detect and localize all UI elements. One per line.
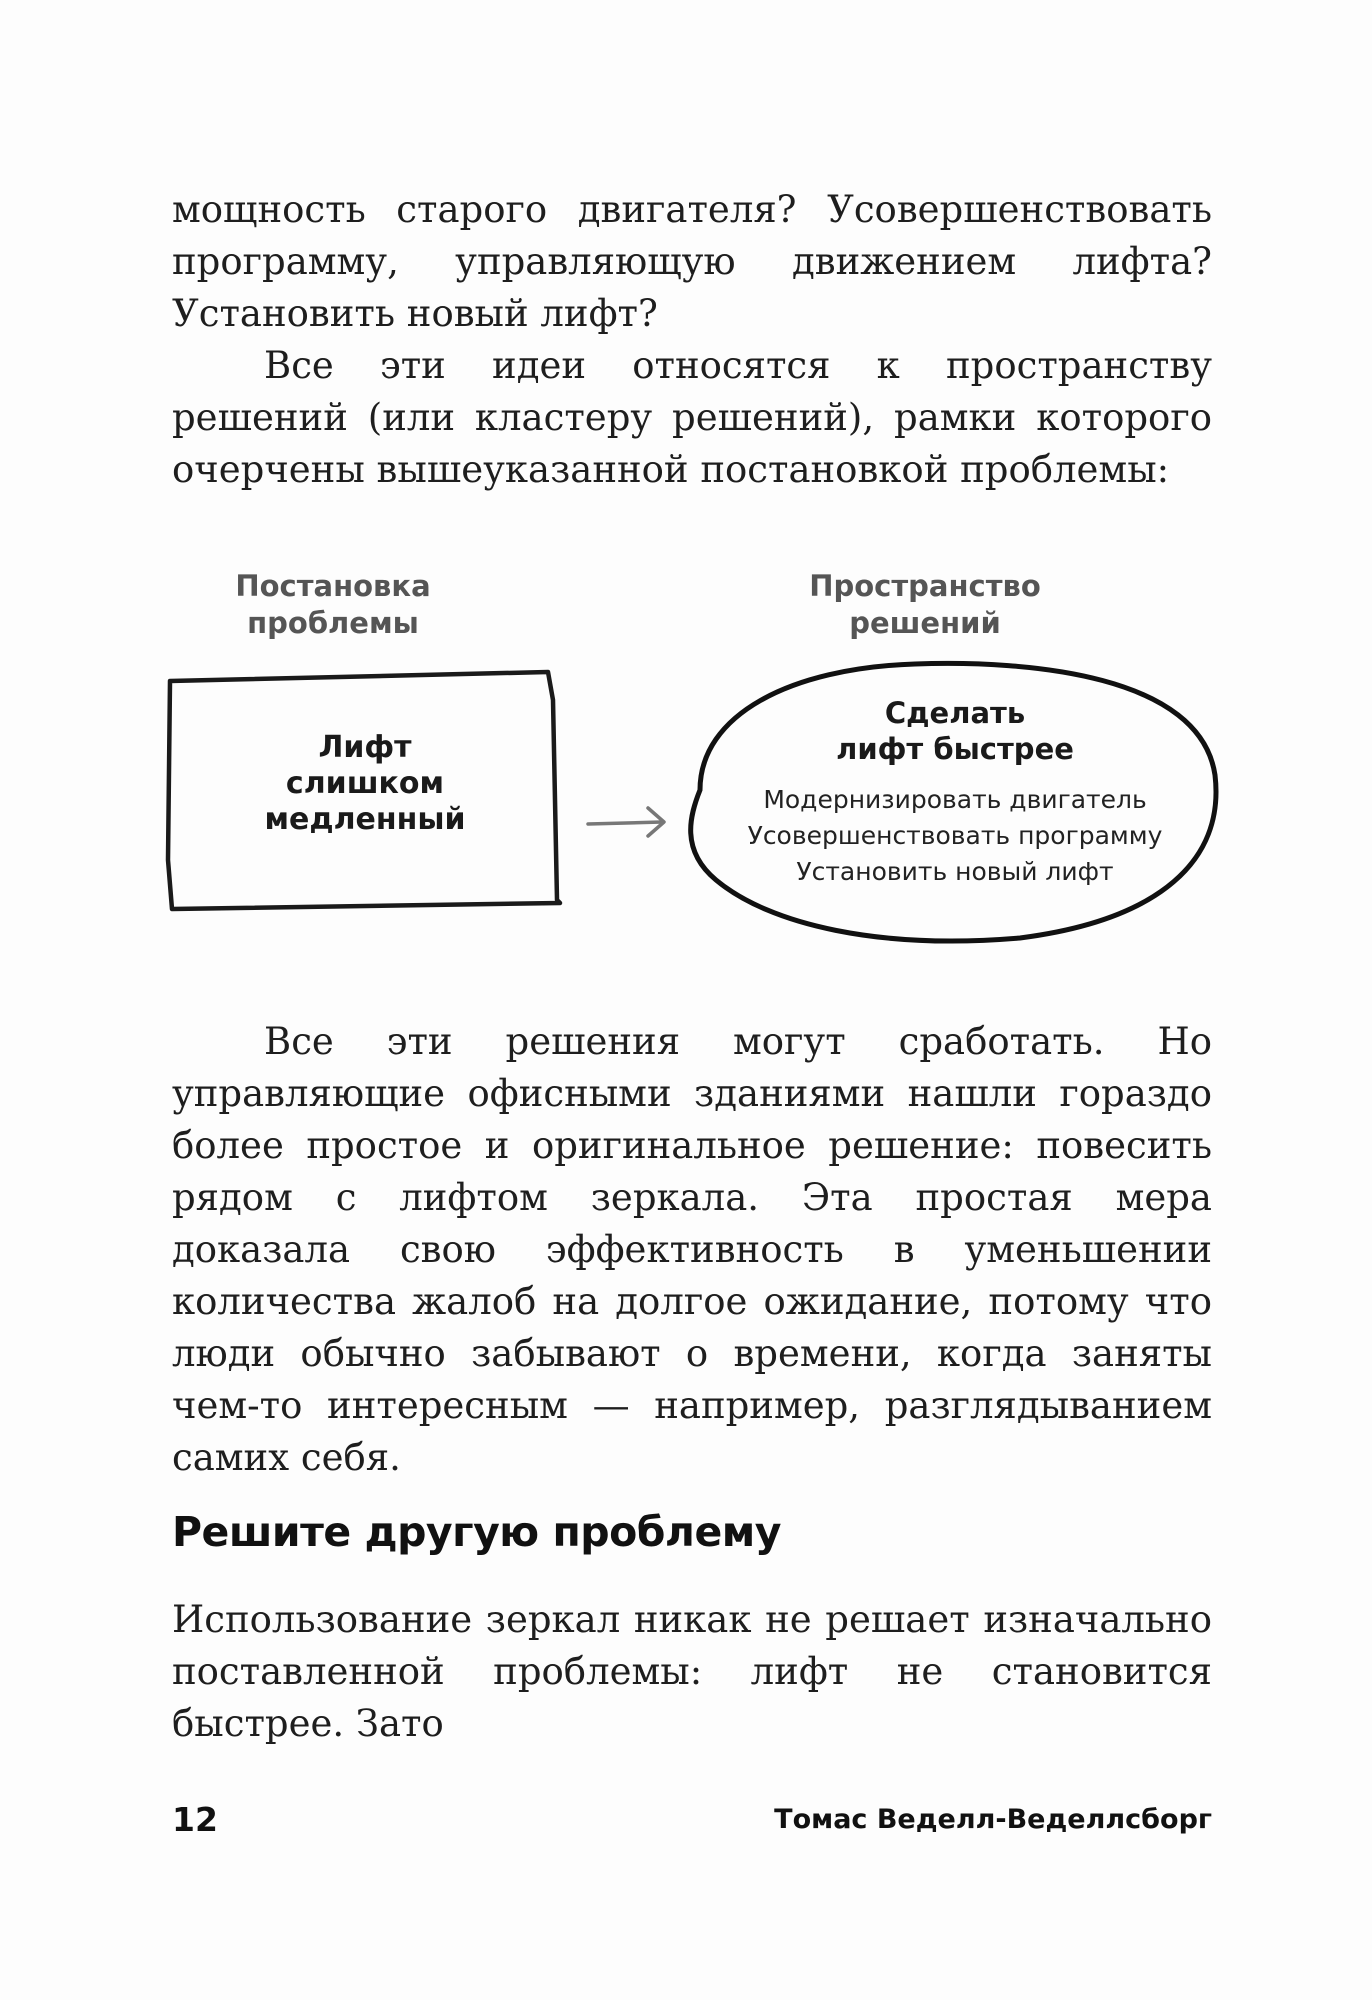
problem-box-text: [230, 730, 500, 838]
solution-item: Установить новый лифт: [796, 857, 1114, 886]
paragraph-2-text: Все эти идеи относятся к пространству решений (или кластеру решений), рамки которого очерчены вышеуказанной постановкой проблемы:: [172, 344, 1212, 491]
paragraph-3: [172, 1016, 1212, 1484]
paragraph-1: мощность старого двигателя? Усовершенствовать программу, управляющую движением лифта? Установить новый лифт?: [172, 188, 1212, 335]
oval-title-line-2: лифт быстрее: [836, 732, 1074, 766]
oval-solution-list: [710, 782, 1200, 890]
problem-label-line-1: Постановка: [235, 569, 431, 603]
paragraph-4: Использование зеркал никак не решает изначально поставленной проблемы: лифт не становится быстрее. Зато: [172, 1598, 1212, 1745]
problem-label-line-2: проблемы: [247, 606, 419, 640]
section-heading: Решите другую проблему: [172, 1508, 781, 1556]
oval-title: [780, 695, 1130, 767]
box-line-3: медленный: [264, 802, 466, 837]
paragraph-3-text: Все эти решения могут сработать. Но управляющие офисными зданиями нашли гораздо более простое и оригинальное решение: повесить рядом с лифтом зеркала. Эта простая мера доказала свою эффективность в уменьшении количества жалоб на долгое ожидание, потому что люди обычно забывают о времени, когда заняты чем-то интересным — например, разглядыванием самих себя.: [172, 1020, 1212, 1479]
solution-label-line-2: решений: [849, 606, 1001, 640]
paragraph-2: [172, 340, 1212, 496]
running-footer-author: Томас Веделл-Веделлсборг: [774, 1804, 1212, 1835]
arrow-shaft: [588, 822, 662, 824]
solution-item: Усовершенствовать программу: [747, 821, 1163, 850]
oval-title-line-1: Сделать: [884, 696, 1026, 730]
diagram-shapes: [0, 560, 1372, 960]
solution-label-line-1: Пространство: [809, 569, 1041, 603]
page-number: 12: [172, 1800, 218, 1839]
box-line-2: слишком: [285, 766, 445, 801]
solution-item: Модернизировать двигатель: [763, 785, 1147, 814]
box-line-1: Лифт: [318, 730, 412, 765]
problem-solution-diagram: [0, 560, 1372, 960]
